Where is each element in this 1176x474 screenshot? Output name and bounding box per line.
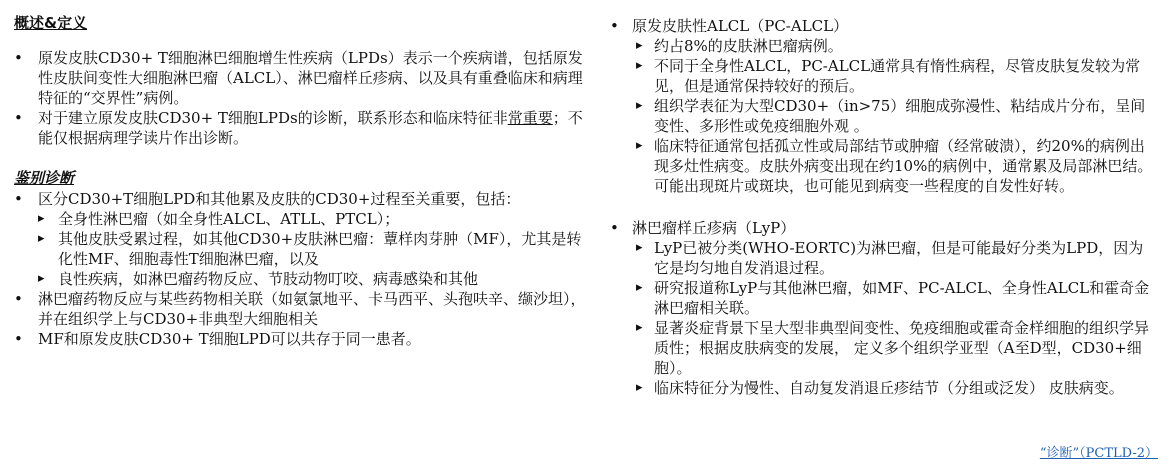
left-column: [14, 0, 586, 349]
lyp-sub-3: ▸ 显著炎症背景下呈大型非典型间变性、免疫细胞或霍奇金样细胞的组织学异质性；根据皮肤病变的发展， 定义多个组织学亚型（A至D型，CD30+细胞）。: [608, 318, 1158, 378]
diff-bullet-2: • 淋巴瘤药物反应与某些药物相关联（如氨氯地平、卡马西平、头孢呋辛、缬沙坦），并在组织学上与CD30+非典型大细胞相关: [14, 289, 586, 329]
lyp-sub-2: ▸ 研究报道称LyP与其他淋巴瘤，如MF、PC-ALCL、全身性ALCL和霍奇金淋巴瘤相关联。: [608, 278, 1158, 318]
alcl-sub-4: ▸ 临床特征通常包括孤立性或局部结节或肿瘤（经常破溃），约20%的病例出现多灶性病变。皮肤外病变出现在约10%的病例中，通常累及局部淋巴结。 可能出现斑片或斑块，也可能见到病变一些程度的自发性好转。: [608, 136, 1158, 196]
overview-heading: 概述&定义: [14, 14, 88, 32]
lyp-sub-1: ▸ LyP已被分类(WHO-EORTC)为淋巴瘤，但是可能最好分类为LPD，因为它是均匀地自发消退过程。: [608, 238, 1158, 278]
alcl-sub-2: ▸ 不同于全身性ALCL，PC-ALCL通常具有惰性病程，尽管皮肤复发较为常见，但是通常保持较好的预后。: [608, 56, 1158, 96]
diff-bullet-1: • 区分CD30+T细胞LPD和其他累及皮肤的CD30+过程至关重要，包括：: [14, 189, 586, 209]
diff-sub-3: ▸ 良性疾病，如淋巴瘤药物反应、节肢动物叮咬、病毒感染和其他: [14, 269, 586, 289]
overview-bullet-2-text-a: 对于建立原发皮肤CD30+ T细胞LPDs的诊断，联系形态和临床特征非: [38, 109, 508, 127]
alcl-sub-1: ▸ 约占8%的皮肤淋巴瘤病例。: [608, 36, 1158, 56]
lyp-sub-4: ▸ 临床特征分为慢性、自动复发消退丘疹结节（分组或泛发） 皮肤病变。: [608, 378, 1158, 398]
overview-bullet-2-emphasis: 常重要: [507, 109, 553, 127]
alcl-title: • 原发皮肤性ALCL（PC-ALCL）: [608, 16, 1158, 36]
overview-bullet-1: • 原发皮肤CD30+ T细胞淋巴细胞增生性疾病（LPDs）表示一个疾病谱，包括原发性皮肤间变性大细胞淋巴瘤（ALCL）、淋巴瘤样丘疹病、以及具有重叠临床和病理特征的“交界性”病例。: [14, 48, 586, 108]
overview-bullet-2: [14, 108, 586, 148]
right-column: [608, 0, 1158, 398]
overview-bullet-2-text-b: ；不能仅根据病理学读片作出诊断。: [38, 109, 583, 147]
diagnosis-footer-link[interactable]: “诊断”（PCTLD-2）: [1039, 446, 1158, 461]
lyp-title: • 淋巴瘤样丘疹病（LyP）: [608, 218, 1158, 238]
diff-bullet-3: • MF和原发皮肤CD30+ T细胞LPD可以共存于同一患者。: [14, 329, 586, 349]
diff-sub-2: ▸ 其他皮肤受累过程，如其他CD30+皮肤淋巴瘤：蕈样肉芽肿（MF），尤其是转化性MF、细胞毒性T细胞淋巴瘤，以及: [14, 229, 586, 269]
alcl-sub-3: ▸ 组织学表征为大型CD30+（in>75）细胞成弥漫性、粘结成片分布，呈间变性、多形性或免疫细胞外观 。: [608, 96, 1158, 136]
differential-heading: 鉴别诊断: [14, 169, 75, 187]
diff-sub-1: ▸ 全身性淋巴瘤（如全身性ALCL、ATLL、PTCL）；: [14, 209, 586, 229]
